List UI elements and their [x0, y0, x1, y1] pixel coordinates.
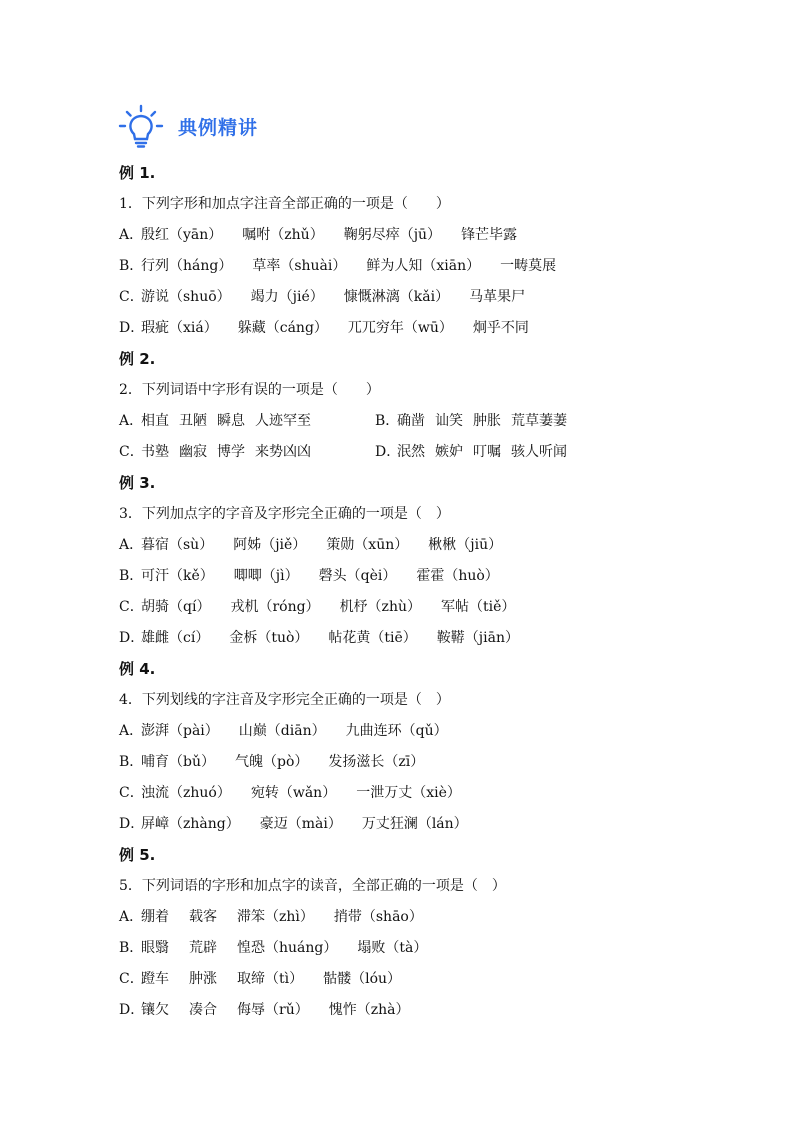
option-item: 炯乎不同	[472, 320, 529, 336]
option-item: 戎机（róng）	[230, 599, 320, 615]
option-a	[119, 902, 759, 933]
option-item: 躲藏（cáng）	[237, 320, 328, 336]
option-item: 塌败（tà）	[357, 940, 428, 956]
option-item: 兀兀穷年（wū）	[347, 320, 453, 336]
option-c	[119, 437, 375, 468]
option-a	[119, 220, 759, 251]
section-title: 典例精讲	[178, 116, 259, 139]
option-letter: C．	[119, 599, 144, 615]
option-b	[375, 406, 631, 437]
option-letter: B．	[119, 940, 144, 956]
option-item: 凑合	[189, 1002, 217, 1018]
option-item: 嫉妒	[435, 444, 463, 460]
option-letter: D．	[119, 816, 145, 832]
option-item: 机杼（zhù）	[339, 599, 421, 615]
option-item: 相直	[141, 413, 169, 429]
option-item: 泯然	[397, 444, 425, 460]
example-label: 例 3.	[119, 474, 156, 492]
option-letter: B．	[119, 258, 144, 274]
option-letter: C．	[119, 785, 144, 801]
option-row	[119, 437, 759, 468]
option-item: 慷慨淋漓（kǎi）	[343, 289, 450, 305]
option-item: 嘱咐（zhǔ）	[242, 227, 324, 243]
option-a	[119, 406, 375, 437]
section-header	[118, 104, 258, 148]
option-item: 鞍鞯（jiān）	[436, 630, 519, 646]
option-item: 殷红（yān）	[141, 227, 223, 243]
option-item: 唧唧（jì）	[233, 568, 299, 584]
option-item: 霍霍（huò）	[416, 568, 499, 584]
option-item: 万丈狂澜（lán）	[361, 816, 468, 832]
option-item: 侮辱（rǔ）	[237, 1002, 309, 1018]
example-label: 例 1.	[119, 164, 156, 182]
option-item: 惶恐（huáng）	[237, 940, 338, 956]
option-item: 楸楸（jiū）	[428, 537, 503, 553]
option-item: 荒辟	[189, 940, 217, 956]
option-letter: C．	[119, 444, 144, 460]
option-item: 发扬滋长（zī）	[328, 754, 425, 770]
option-b	[119, 251, 759, 282]
question-text: 3．下列加点字的字音及字形完全正确的一项是（ ）	[119, 506, 450, 522]
option-letter: A．	[119, 909, 144, 925]
option-item: 滞笨（zhì）	[237, 909, 314, 925]
option-item: 草率（shuài）	[252, 258, 347, 274]
example-label: 例 4.	[119, 660, 156, 678]
example-label: 例 5.	[119, 846, 156, 864]
option-item: 豪迈（mài）	[259, 816, 342, 832]
option-item: 博学	[217, 444, 245, 460]
option-item: 眼翳	[141, 940, 169, 956]
option-d	[119, 995, 759, 1026]
option-item: 胡骑（qí）	[141, 599, 211, 615]
option-item: 竭力（jié）	[250, 289, 324, 305]
option-item: 磬头（qèi）	[318, 568, 397, 584]
option-item: 策勋（xūn）	[326, 537, 409, 553]
option-letter: A．	[119, 723, 144, 739]
option-item: 讪笑	[435, 413, 463, 429]
option-b	[119, 933, 759, 964]
option-d	[119, 623, 759, 654]
option-item: 来势凶凶	[255, 444, 311, 460]
option-item: 哺育（bǔ）	[141, 754, 215, 770]
option-item: 瑕疵（xiá）	[141, 320, 218, 336]
option-item: 肿胀	[473, 413, 501, 429]
option-item: 游说（shuō）	[141, 289, 231, 305]
option-item: 鲜为人知（xiān）	[366, 258, 481, 274]
option-item: 蹬车	[141, 971, 169, 987]
option-item: 载客	[189, 909, 217, 925]
option-letter: D．	[119, 320, 145, 336]
lightbulb-icon	[118, 104, 164, 148]
option-letter: A．	[119, 227, 144, 243]
option-item: 暮宿（sù）	[141, 537, 214, 553]
option-item: 书塾	[141, 444, 169, 460]
option-item: 肿涨	[189, 971, 217, 987]
question-text: 2．下列词语中字形有误的一项是（ ）	[119, 382, 380, 398]
option-c	[119, 778, 759, 809]
option-item: 镶欠	[141, 1002, 169, 1018]
option-letter: C．	[119, 289, 144, 305]
question-text: 1．下列字形和加点字注音全部正确的一项是（ ）	[119, 196, 450, 212]
option-item: 行列（háng）	[141, 258, 233, 274]
option-item: 捎带（shāo）	[333, 909, 423, 925]
option-letter: A．	[119, 413, 144, 429]
option-item: 绷着	[141, 909, 169, 925]
option-item: 幽寂	[179, 444, 207, 460]
option-item: 骷髅（lóu）	[323, 971, 402, 987]
option-letter: A．	[119, 537, 144, 553]
option-item: 九曲连环（qǔ）	[345, 723, 448, 739]
option-item: 瞬息	[217, 413, 245, 429]
option-item: 雄雌（cí）	[141, 630, 210, 646]
option-d	[375, 437, 631, 468]
option-item: 取缔（tì）	[237, 971, 304, 987]
option-item: 叮嘱	[473, 444, 501, 460]
option-item: 浊流（zhuó）	[141, 785, 231, 801]
example-label: 例 2.	[119, 350, 156, 368]
option-item: 一畴莫展	[500, 258, 557, 274]
option-item: 马革果尸	[469, 289, 526, 305]
question-text: 5．下列词语的字形和加点字的读音，全部正确的一项是（ ）	[119, 878, 506, 894]
option-b	[119, 747, 759, 778]
option-a	[119, 716, 759, 747]
option-item: 军帖（tiě）	[440, 599, 516, 615]
option-item: 丑陋	[179, 413, 207, 429]
option-item: 阿姊（jiě）	[233, 537, 307, 553]
option-item: 锋芒毕露	[461, 227, 518, 243]
examples-content	[119, 158, 759, 1026]
option-a	[119, 530, 759, 561]
option-letter: D．	[119, 630, 145, 646]
option-item: 鞠躬尽瘁（jū）	[343, 227, 442, 243]
option-d	[119, 313, 759, 344]
option-letter: D．	[119, 1002, 145, 1018]
option-item: 荒草萋萋	[511, 413, 567, 429]
option-c	[119, 592, 759, 623]
option-row	[119, 406, 759, 437]
option-item: 金柝（tuò）	[229, 630, 309, 646]
option-item: 愧怍（zhà）	[328, 1002, 410, 1018]
option-letter: C．	[119, 971, 144, 987]
option-item: 澎湃（pài）	[141, 723, 219, 739]
option-item: 帖花黄（tiē）	[328, 630, 417, 646]
option-letter: B．	[119, 568, 144, 584]
option-item: 骇人听闻	[511, 444, 567, 460]
option-item: 可汗（kě）	[141, 568, 214, 584]
option-item: 气魄（pò）	[234, 754, 309, 770]
option-item: 一泄万丈（xiè）	[356, 785, 461, 801]
option-item: 确凿	[397, 413, 425, 429]
option-b	[119, 561, 759, 592]
option-item: 宛转（wǎn）	[250, 785, 337, 801]
option-d	[119, 809, 759, 840]
option-item: 人迹罕至	[255, 413, 311, 429]
option-c	[119, 282, 759, 313]
option-letter: B．	[375, 413, 400, 429]
option-item: 山巅（diān）	[238, 723, 326, 739]
option-letter: D．	[375, 444, 401, 460]
option-letter: B．	[119, 754, 144, 770]
question-text: 4．下列划线的字注音及字形完全正确的一项是（ ）	[119, 692, 450, 708]
option-c	[119, 964, 759, 995]
option-item: 屏嶂（zhàng）	[141, 816, 240, 832]
